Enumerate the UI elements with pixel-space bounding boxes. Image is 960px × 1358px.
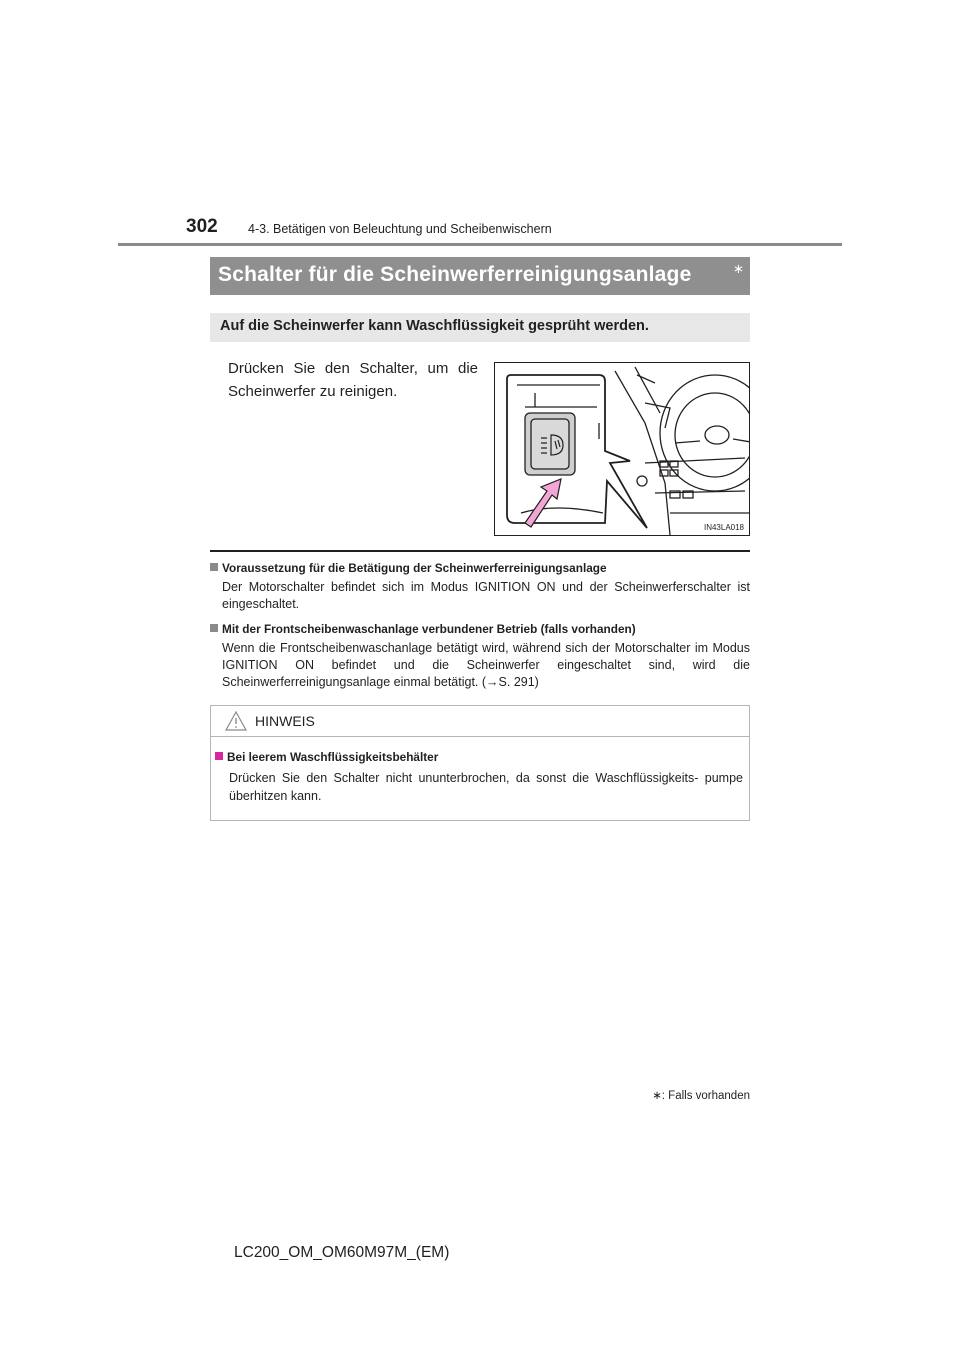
intro-box xyxy=(210,313,750,342)
hinweis-label: HINWEIS xyxy=(255,713,315,729)
section-heading: 4-3. Betätigen von Beleuchtung und Scheibenwischern xyxy=(248,222,552,236)
hinweis-heading: Bei leerem Waschflüssigkeitsbehälter xyxy=(215,750,438,764)
note-washer-link xyxy=(210,622,750,691)
warning-triangle-icon xyxy=(225,711,247,731)
title-asterisk: ∗ xyxy=(733,261,744,276)
dashboard-drawing xyxy=(495,363,750,536)
page-title: Schalter für die Scheinwerferreinigungsanlage xyxy=(218,263,692,286)
separator-rule xyxy=(210,550,750,552)
intro-text: Auf die Scheinwerfer kann Waschflüssigkeit gesprüht werden. xyxy=(220,318,649,334)
note-body: Der Motorschalter befindet sich im Modus IGNITION ON und der Scheinwerferschalter ist eingeschaltet. xyxy=(222,580,750,611)
instruction-text: Drücken Sie den Schalter, um die Scheinwerfer zu reinigen. xyxy=(228,360,478,400)
hinweis-body: Drücken Sie den Schalter nicht ununterbrochen, da sonst die Waschflüssigkeits- pumpe überhitzen kann. xyxy=(229,771,743,803)
hinweis-box xyxy=(210,705,750,821)
page-number: 302 xyxy=(186,216,218,237)
note-ignition xyxy=(210,561,750,613)
figure-label: IN43LA018 xyxy=(703,523,744,532)
note-heading: Mit der Frontscheibenwaschanlage verbundener Betrieb (falls vorhanden) xyxy=(210,622,750,636)
footnote xyxy=(652,1088,750,1102)
footnote-asterisk: ∗ xyxy=(652,1090,662,1102)
hinweis-header xyxy=(211,706,749,737)
footnote-text: : Falls vorhanden xyxy=(661,1090,750,1102)
document-code: LC200_OM_OM60M97M_(EM) xyxy=(234,1244,450,1261)
dashboard-illustration xyxy=(494,362,750,536)
note-body: Wenn die Frontscheibenwaschanlage betätigt wird, während sich der Motorschalter im Modus IGNITION ON befindet und die Scheinwerfer eingeschaltet sind, wird die Scheinwerferreinigungsanlage einmal betätigt. (→S. 291) xyxy=(222,641,750,689)
title-bar xyxy=(210,257,750,295)
note-heading: Voraussetzung für die Betätigung der Scheinwerferreinigungsanlage xyxy=(210,561,750,575)
header-rule xyxy=(118,243,842,246)
